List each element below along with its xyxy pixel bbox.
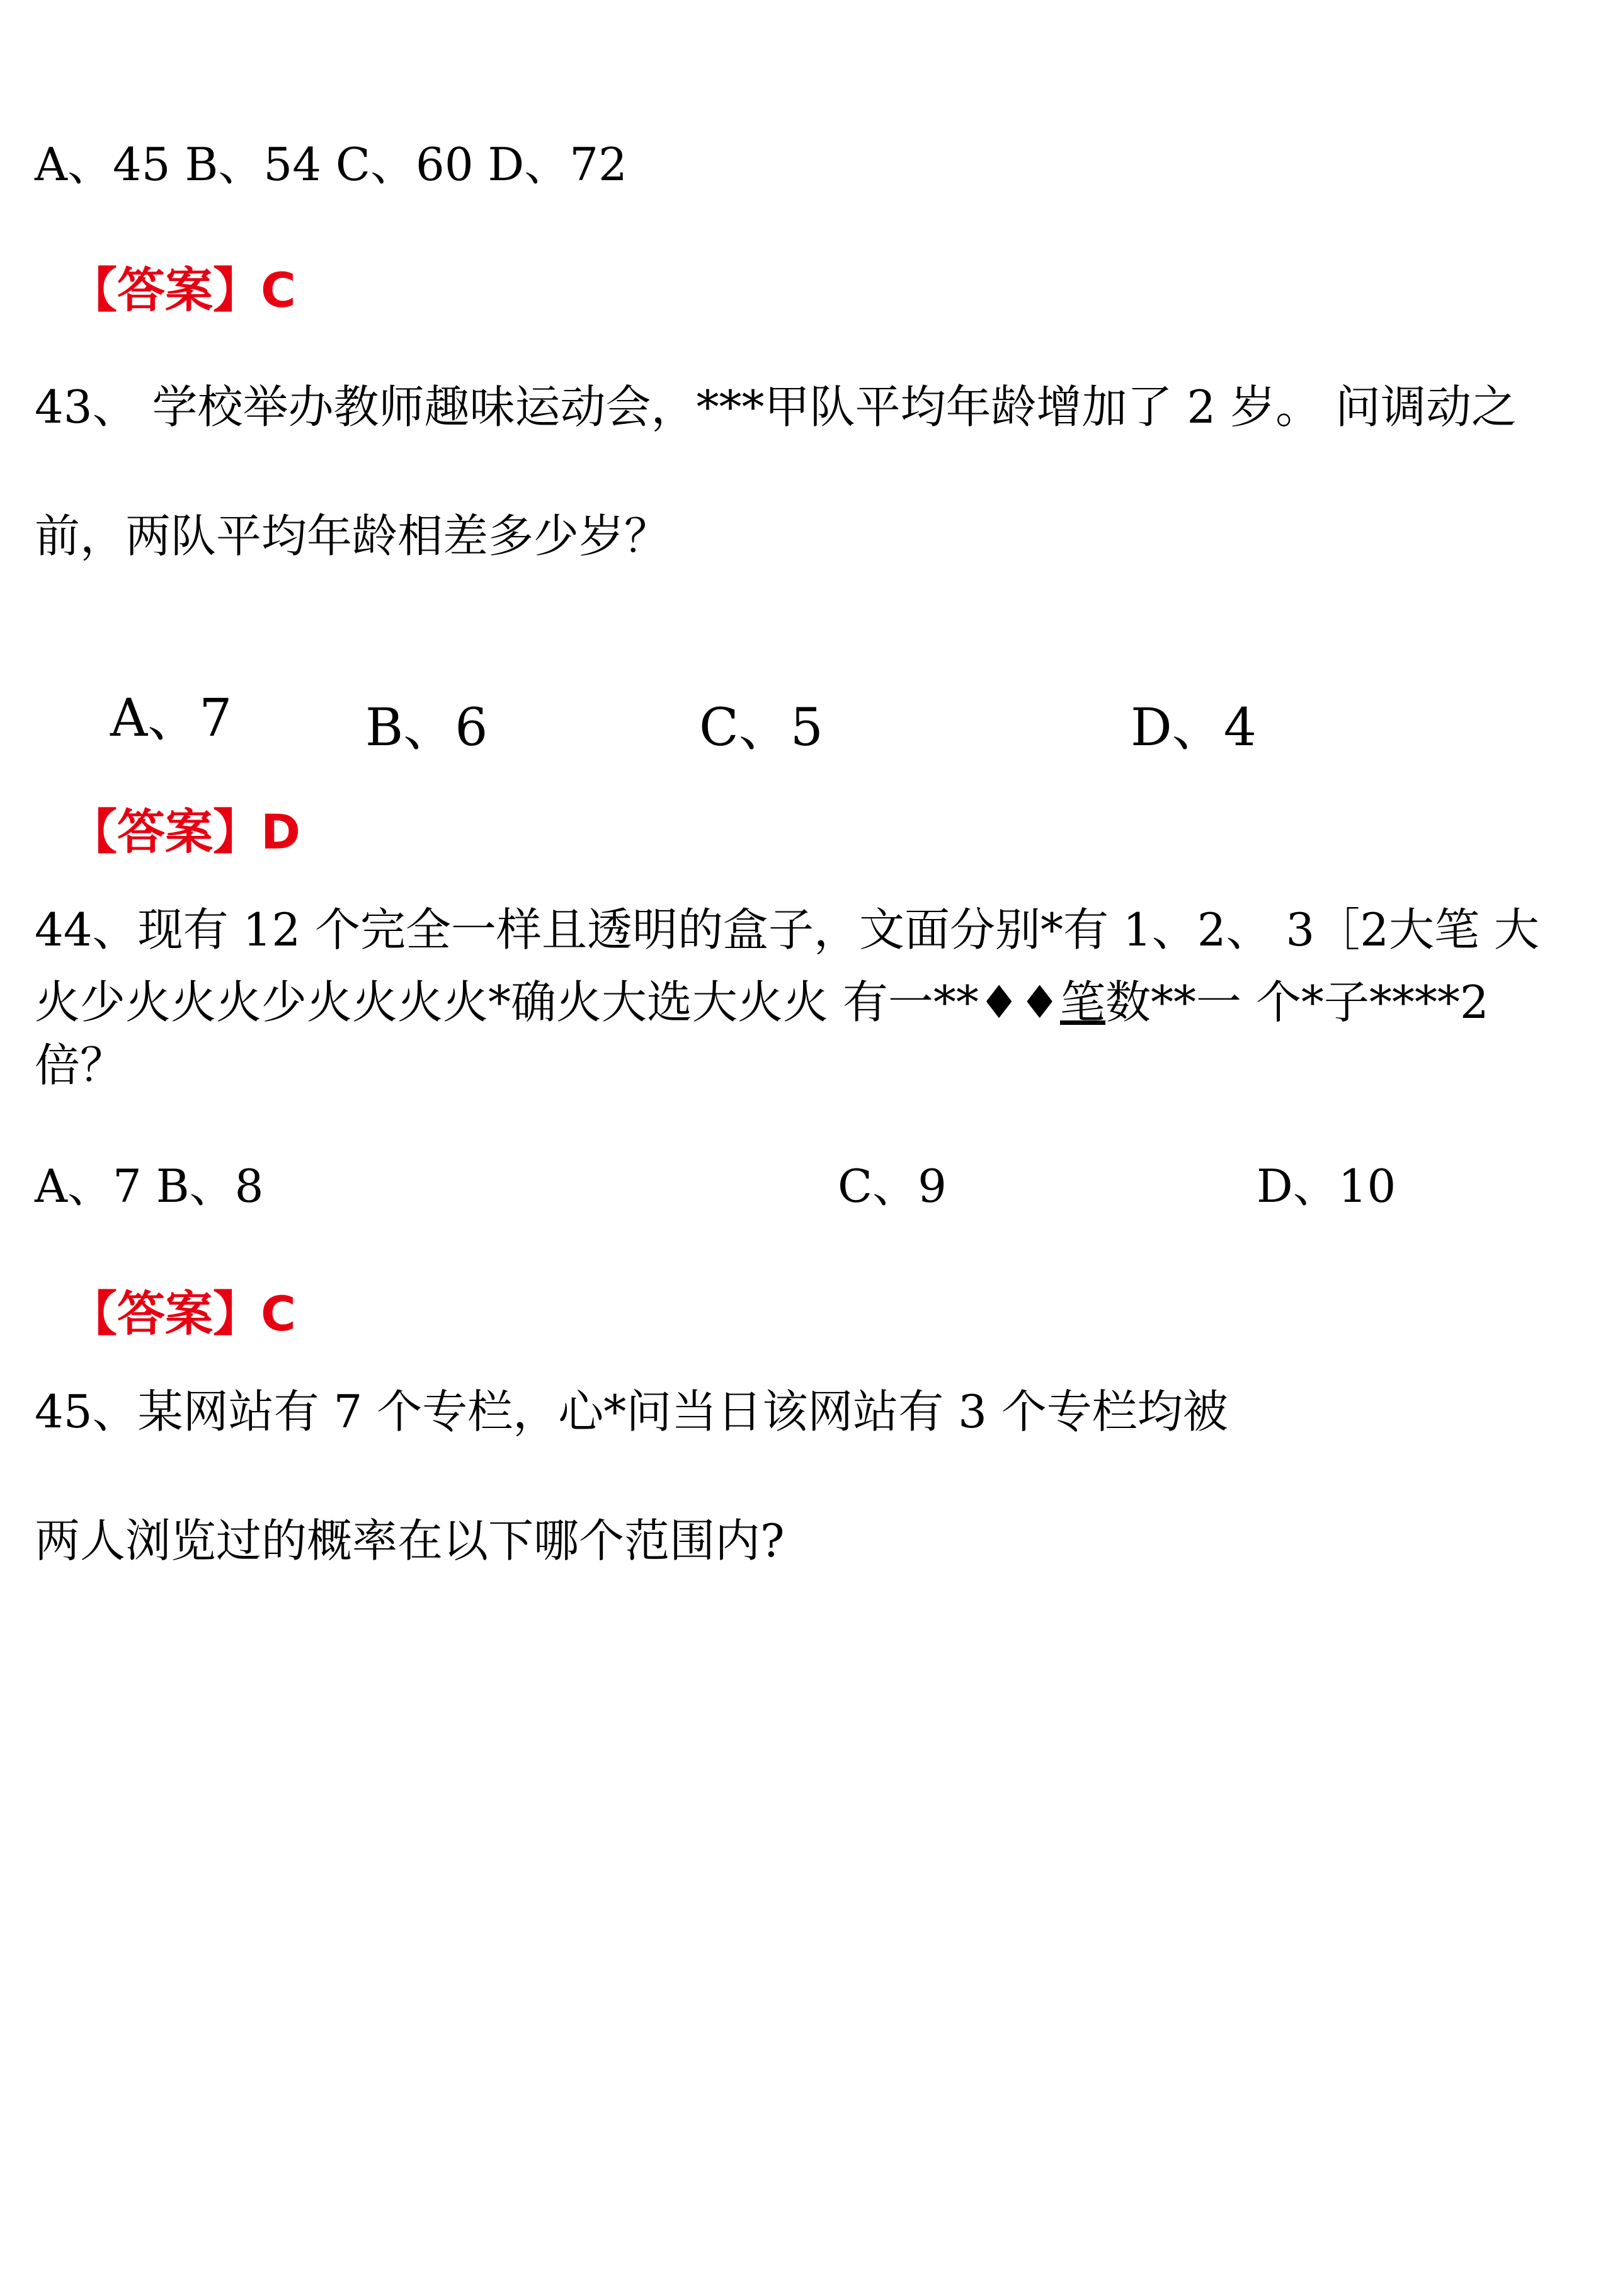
q44-line-2-part-b: 数**一 个*子****2 xyxy=(1105,976,1489,1029)
q43-option-b: B、6 xyxy=(365,698,488,758)
q43-option-a: A、7 xyxy=(110,688,232,748)
q44-answer: 【答案】C xyxy=(69,1286,296,1342)
q44-option-ab: A、7 B、8 xyxy=(35,1160,264,1213)
q43-text-line-2: 前，两队平均年龄相差多少岁？ xyxy=(35,510,670,563)
q43-option-c: C、5 xyxy=(699,698,823,758)
q43-option-d: D、4 xyxy=(1131,698,1257,758)
q45-text-line-2: 两人浏览过的概率在以下哪个范围内? xyxy=(35,1514,785,1567)
q44-option-c: C、9 xyxy=(838,1160,947,1213)
q42-answer: 【答案】C xyxy=(69,262,296,318)
q45-text-line-1: 45、某网站有 7 个专栏，心*问当日该网站有 3 个专栏均被 xyxy=(35,1385,1228,1438)
q44-underlined-char: 笔 xyxy=(1059,976,1105,1029)
q43-answer: 【答案】D xyxy=(69,804,301,860)
q42-options-line: A、45 B、54 C、60 D、72 xyxy=(35,138,627,191)
q44-line-2-part-a: 火少火火火少火火火火*确火大选大火火 有一**♦♦ xyxy=(35,976,1060,1029)
q44-option-d: D、10 xyxy=(1257,1160,1396,1213)
q44-text-line-2 xyxy=(35,973,1489,1032)
q44-text-line-1: 44、现有 12 个完全一样且透明的盒子，文面分别*有 1、2、 3［2大笔 大 xyxy=(35,903,1539,956)
q44-text-line-3: 倍？ xyxy=(35,1039,126,1092)
q43-text-line-1: 43、 学校举办教师趣味运动会，***甲队平均年龄增加了 2 岁。 问调动之 xyxy=(35,380,1517,433)
